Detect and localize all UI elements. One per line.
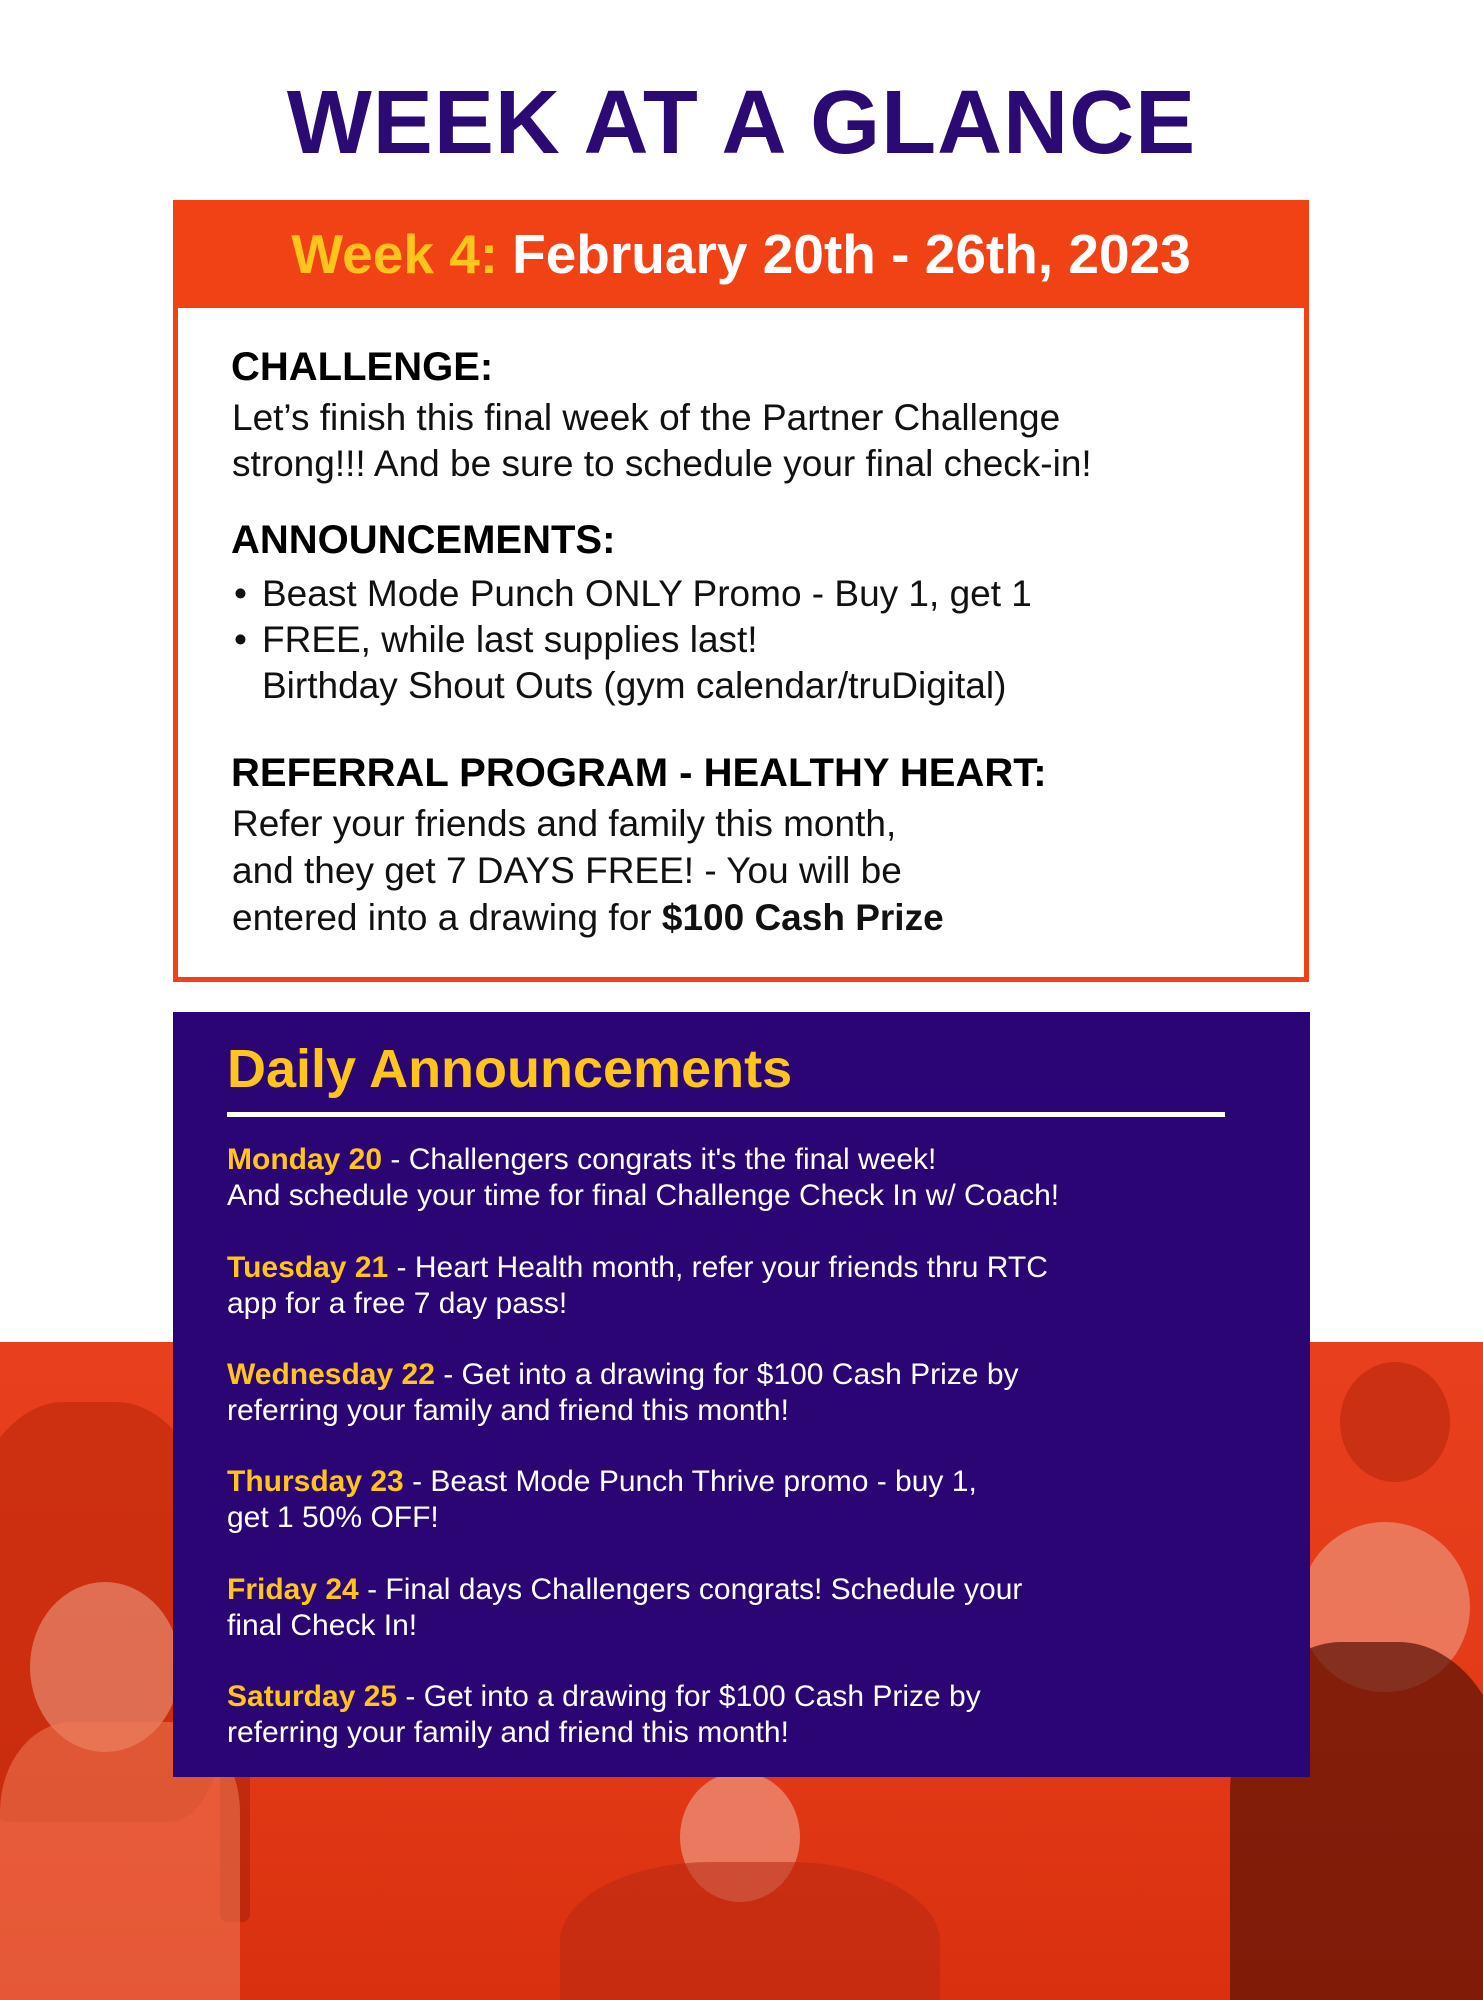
announcements-list: [234, 571, 1032, 709]
daily-entry-wednesday: [227, 1357, 1019, 1429]
day-label: Saturday 25: [227, 1680, 398, 1713]
page-title: WEEK AT A GLANCE: [286, 73, 1197, 173]
week-header: [173, 200, 1309, 308]
daily-entry-thursday: [227, 1464, 977, 1536]
day-text: - Final days Challengers congrats! Schedule your: [358, 1573, 1023, 1606]
referral-heading: REFERRAL PROGRAM - HEALTHY HEART:: [231, 751, 1047, 795]
day-text: - Heart Health month, refer your friends thru RTC: [388, 1251, 1048, 1284]
referral-text-prefix: entered into a drawing for: [232, 897, 662, 938]
list-item: [234, 571, 1032, 617]
challenge-heading: CHALLENGE:: [231, 345, 494, 389]
announcement-text: Beast Mode Punch ONLY Promo - Buy 1, get 1: [262, 573, 1032, 614]
divider: [227, 1112, 1225, 1117]
bullet-icon: •: [234, 619, 247, 660]
list-item: [234, 663, 1032, 709]
bullet-icon: •: [234, 573, 247, 614]
challenge-text-line: strong!!! And be sure to schedule your final check-in!: [232, 443, 1092, 484]
day-label: Tuesday 21: [227, 1251, 389, 1284]
day-text: And schedule your time for final Challenge Check In w/ Coach!: [227, 1179, 1060, 1212]
day-label: Wednesday 22: [227, 1358, 435, 1391]
announcement-text: Birthday Shout Outs (gym calendar/truDigital): [262, 665, 1007, 706]
person-body-shape: [560, 1862, 940, 2000]
week-label: Week 4:: [291, 222, 499, 285]
day-text: referring your family and friend this month!: [227, 1394, 789, 1427]
day-text: app for a free 7 day pass!: [227, 1287, 568, 1320]
day-label: Thursday 23: [227, 1465, 404, 1498]
referral-text-line: and they get 7 DAYS FREE! - You will be: [232, 850, 902, 891]
day-text: final Check In!: [227, 1609, 418, 1642]
day-label: Monday 20: [227, 1143, 383, 1176]
cash-prize-text: $100 Cash Prize: [661, 897, 944, 938]
announcement-text: FREE, while last supplies last!: [262, 619, 758, 660]
list-item: [234, 617, 1032, 663]
daily-entry-saturday: [227, 1679, 981, 1751]
daily-entry-tuesday: [227, 1250, 1048, 1322]
daily-entry-monday: [227, 1142, 1059, 1214]
day-text: - Get into a drawing for $100 Cash Prize by: [397, 1680, 981, 1713]
day-text: get 1 50% OFF!: [227, 1501, 439, 1534]
announcements-heading: ANNOUNCEMENTS:: [231, 518, 616, 562]
daily-announcements-heading: Daily Announcements: [227, 1039, 793, 1099]
week-summary-box: [173, 200, 1309, 982]
wall-shape: [1340, 1362, 1450, 1482]
day-text: referring your family and friend this month!: [227, 1716, 789, 1749]
day-text: - Get into a drawing for $100 Cash Prize by: [434, 1358, 1019, 1391]
day-label: Friday 24: [227, 1573, 359, 1606]
day-text: - Beast Mode Punch Thrive promo - buy 1,: [403, 1465, 977, 1498]
daily-announcements-panel: [173, 1012, 1310, 1777]
challenge-text-line: Let’s finish this final week of the Partner Challenge: [232, 397, 1061, 438]
daily-entry-friday: [227, 1572, 1022, 1644]
referral-text-line: Refer your friends and family this month,: [232, 803, 897, 844]
week-dates: February 20th - 26th, 2023: [512, 222, 1191, 285]
referral-text-line: [232, 895, 944, 941]
day-text: - Challengers congrats it's the final week!: [382, 1143, 937, 1176]
